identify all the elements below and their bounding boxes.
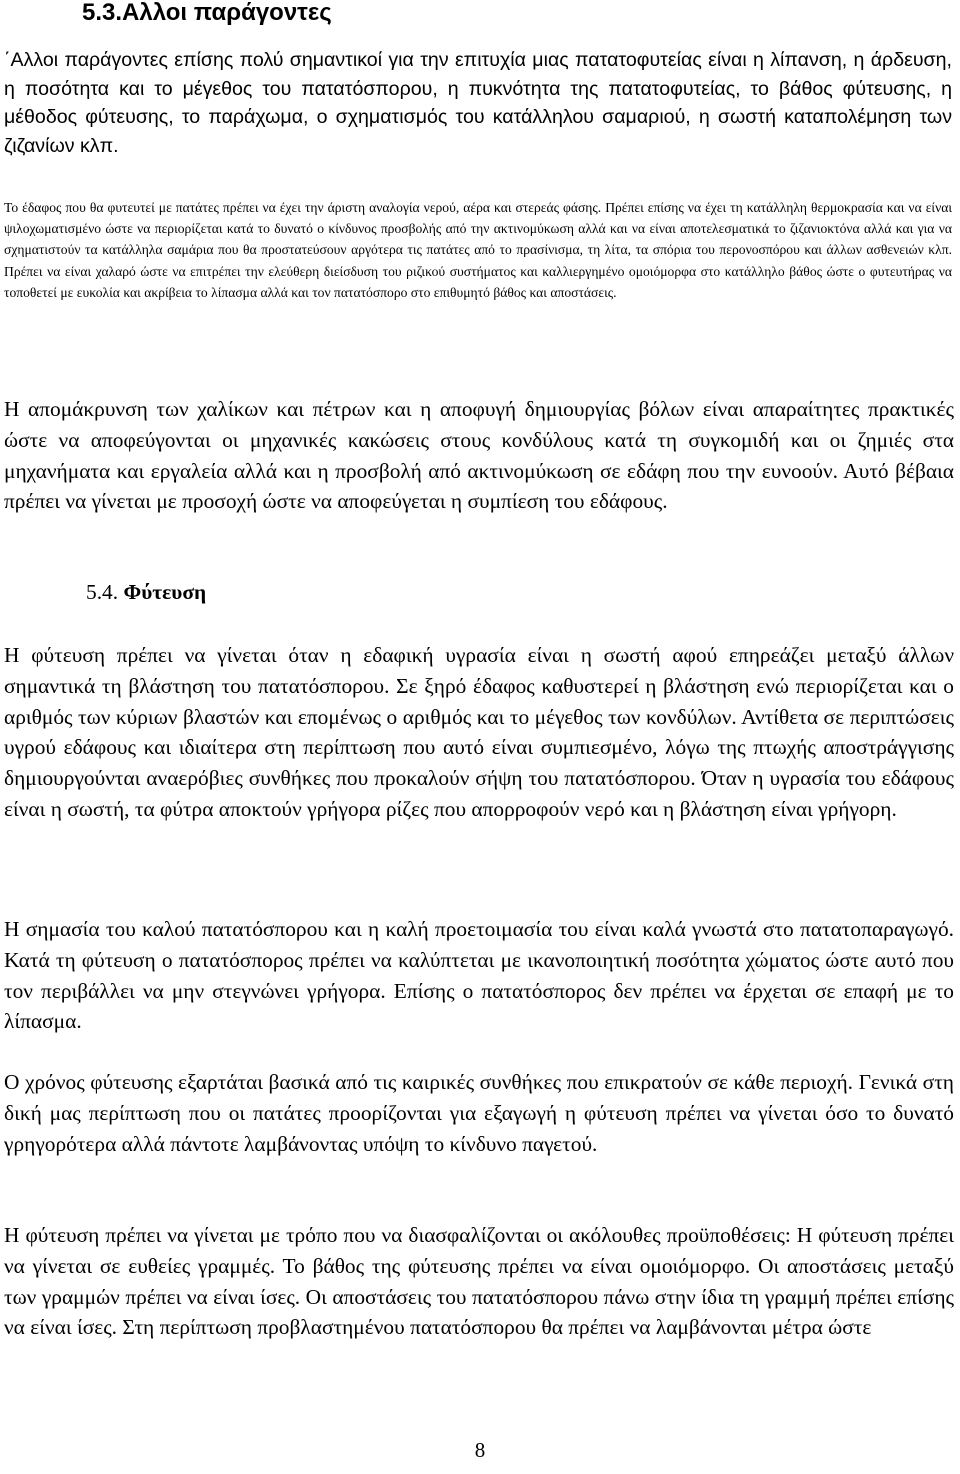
stones-paragraph: Η απομάκρυνση των χαλίκων και πέτρων και η αποφυγή δημιουργίας βόλων είναι απαραίτητες πρακτικές ώστε να αποφεύγονται οι μηχανικές κακώσεις στους κονδύλους κατά τη συγκομιδή και οι ζημιές στα μηχανήματα και εργαλεία αλλά και η προσβολή από ακτινομύκωση σε εδάφη που την ευνοούν. Αυτό βέβαια πρέπει να γίνεται με προσοχή ώστε να αποφεύγεται η συμπίεση του εδάφους. bbox=[4, 397, 954, 514]
conditions-paragraph: Η φύτευση πρέπει να γίνεται με τρόπο που να διασφαλίζονται οι ακόλουθες προϋποθέσεις: Η φύτευση πρέπει να γίνεται σε ευθείες γραμμές. Το βάθος της φύτευσης πρέπει να είναι ομοιόμορφο. Οι αποστάσεις μεταξύ των γραμμών πρέπει να είναι ίσες. Οι αποστάσεις του πατατόσπορου πάνω στην ίδια τη γραμμή πρέπει επίσης να είναι ίσες. Στη περίπτωση προβλαστημένου πατατόσπορου θα πρέπει να λαμβάνονται μέτρα ώστε bbox=[4, 1223, 954, 1340]
section-number: 5.4. bbox=[86, 580, 119, 604]
section-heading-5-4 bbox=[86, 576, 206, 608]
intro-paragraph: ΄Αλλοι παράγοντες επίσης πολύ σημαντικοί για την επιτυχία μιας πατατοφυτείας είναι η λίπανση, η άρδευση, η ποσότητα και το μέγεθος του πατατόσπορου, η πυκνότητα της πατατοφυτείας, το βάθος φύτευσης, η μέθοδος φύτευσης, το παράχωμα, ο σχηματισμός του κατάλληλου σαμαριού, η σωστή καταπολέμηση των ζιζανίων κλπ. bbox=[4, 49, 952, 158]
planting-paragraph: Η φύτευση πρέπει να γίνεται όταν η εδαφική υγρασία είναι η σωστή αφού επηρεάζει μεταξύ άλλων σημαντικά τη βλάστηση του πατατόσπορου. Σε ξηρό έδαφος καθυστερεί η βλάστηση ενώ περιορίζεται και ο αριθμός των κύριων βλαστών και επομένως ο αριθμός και το μέγεθος των κονδύλων. Αντίθετα σε περιπτώσεις υγρού εδάφους και ιδιαίτερα στη περίπτωση που αυτό είναι συμπιεσμένο, λόγω της πτωχής αποστράγγισης δημιουργούνται αναερόβιες συνθήκες που προκαλούν σήψη του πατατόσπορου. Όταν η υγρασία του εδάφους είναι η σωστή, τα φύτρα αποκτούν γρήγορα ρίζες που απορροφούν νερό και η βλάστηση είναι γρήγορη. bbox=[4, 643, 954, 821]
section-title: Φύτευση bbox=[123, 580, 207, 604]
seed-paragraph: Η σημασία του καλού πατατόσπορου και η καλή προετοιμασία του είναι καλά γνωστά στο πατατοπαραγωγό. Κατά τη φύτευση ο πατατόσπορος πρέπει να καλύπτεται με ικανοποιητική ποσότητα χώματος ώστε αυτό που τον περιβάλλει να μην στεγνώνει γρήγορα. Επίσης ο πατατόσπορος δεν πρέπει να έρχεται σε επαφή με το λίπασμα. bbox=[4, 917, 954, 1034]
section-heading-5-3: 5.3.Αλλοι παράγοντες bbox=[82, 0, 332, 26]
page-number: 8 bbox=[474, 1438, 486, 1462]
soil-small-print-paragraph: Το έδαφος που θα φυτευτεί με πατάτες πρέπει να έχει την άριστη αναλογία νερού, αέρα και στερεάς φάσης. Πρέπει επίσης να έχει τη κατάλληλη θερμοκρασία και να είναι ψιλοχωματισμένο ώστε να περιορίζεται κατά το δυνατό ο κίνδυνος προσβολής από την ακτινομύκωση αλλά και να είναι αποτελεσματικά το ζιζανιοκτόνα αλλά και για να σχηματιστούν τα κατάλληλα σαμάρια που θα προστατεύσουν αργότερα τις πατάτες από το πρασίνισμα, τη λίτα, τα σπόρια του περονοσπόρου και άλλων ασθενειών κλπ. Πρέπει να είναι χαλαρό ώστε να επιτρέπει την ελεύθερη διείσδυση του ριζικού συστήματος και καλλιεργημένο ομοιόμορφα στο κατάλληλο βάθος ώστε ο φυτευτήρας να τοποθετεί με ευκολία και ακρίβεια το λίπασμα αλλά και τον πατατόσπορο στο επιθυμητό βάθος και αποστάσεις. bbox=[4, 200, 952, 300]
timing-paragraph: Ο χρόνος φύτευσης εξαρτάται βασικά από τις καιρικές συνθήκες που επικρατούν σε κάθε περιοχή. Γενικά στη δική μας περίπτωση που οι πατάτες προορίζονται για εξαγωγή η φύτευση πρέπει να γίνεται όσο το δυνατό γρηγορότερα αλλά πάντοτε λαμβάνοντας υπόψη το κίνδυνο παγετού. bbox=[4, 1070, 954, 1156]
